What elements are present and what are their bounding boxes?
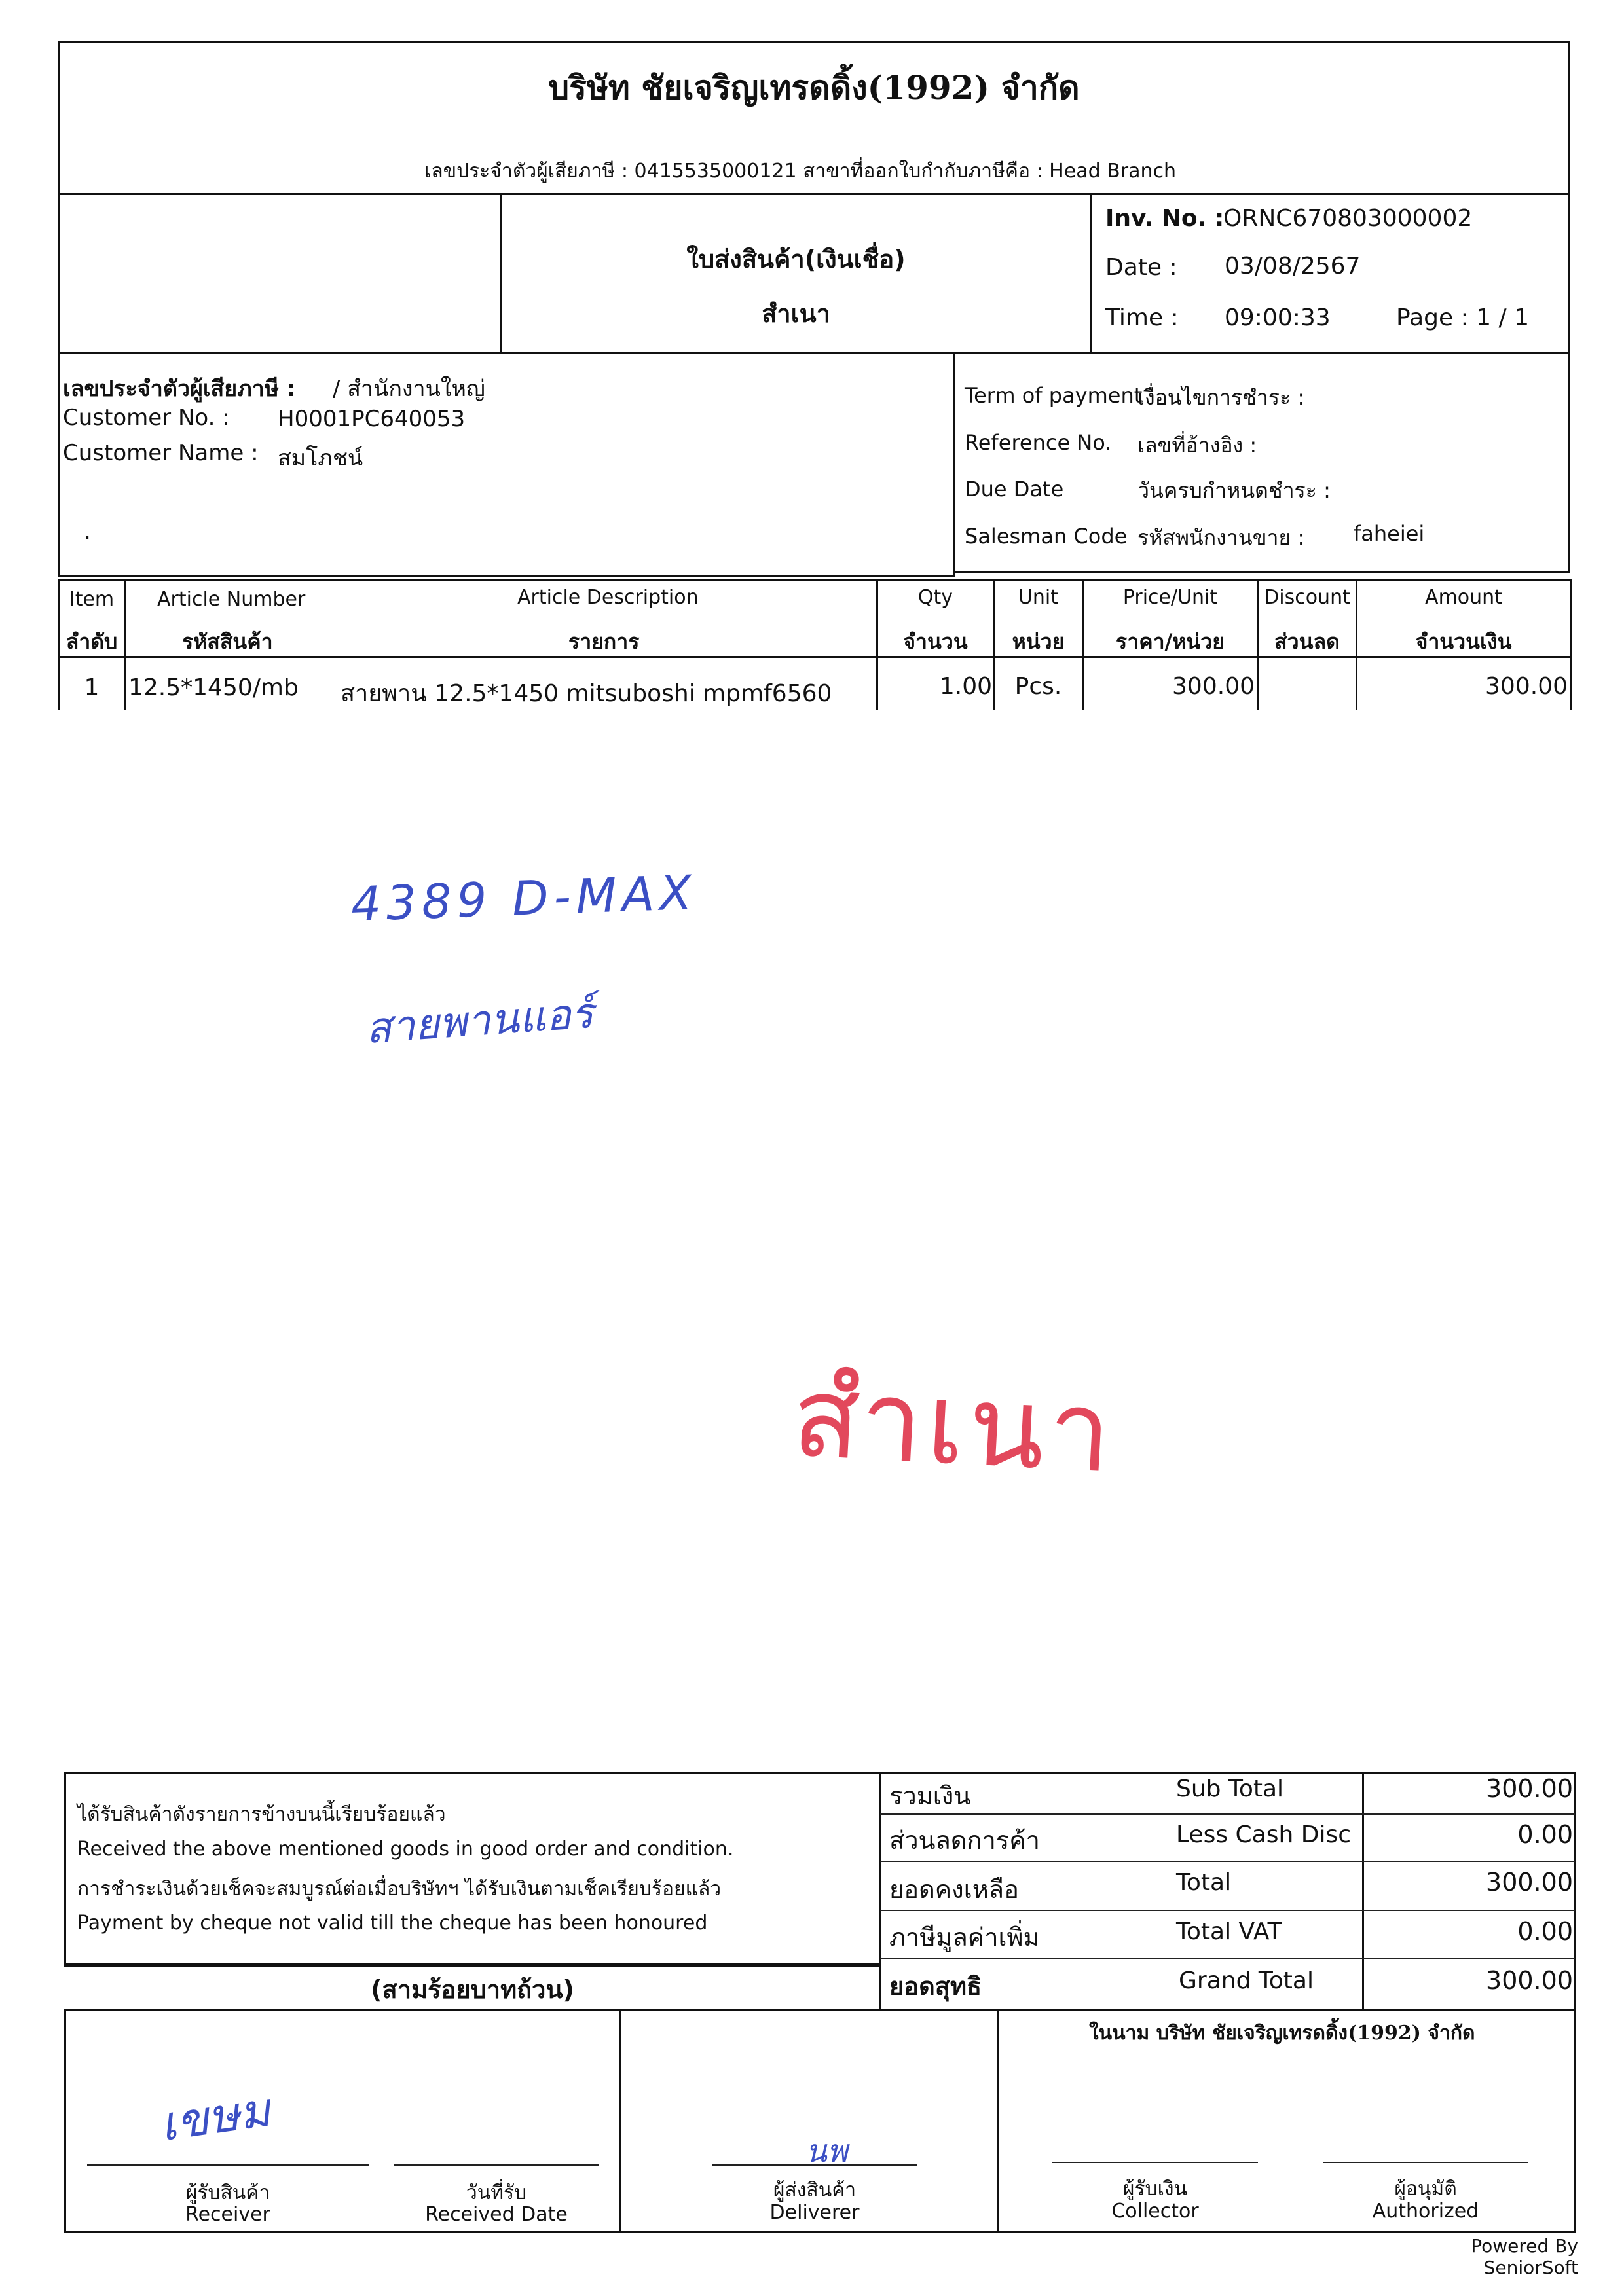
footer-note-cheque-en: Payment by cheque not valid till the cheque has been honoured bbox=[77, 1912, 708, 1935]
salesman-value: faheiei bbox=[1354, 521, 1425, 546]
salesman-thai: รหัสพนักงานขาย : bbox=[1137, 525, 1305, 550]
due-date-label: Due Date bbox=[965, 477, 1064, 501]
row-1-unit: Pcs. bbox=[1014, 673, 1062, 700]
col-header-desc-en: Article Description bbox=[517, 586, 699, 609]
received-date-label-th: วันที่รับ bbox=[466, 2181, 527, 2204]
customer-name-label: Customer Name : bbox=[63, 440, 259, 466]
col-header-price-th: ราคา/หน่วย bbox=[1116, 629, 1225, 654]
customer-dot: . bbox=[84, 519, 91, 545]
total-label-en: Total bbox=[1176, 1869, 1232, 1896]
receiver-label-th: ผู้รับสินค้า bbox=[185, 2181, 270, 2204]
powered-by: Powered By SeniorSoft bbox=[1471, 2235, 1578, 2278]
total-value: 300.00 bbox=[1486, 1868, 1573, 1897]
footer-note-received-th: ได้รับสินค้าดังรายการข้างบนนี้เรียบร้อยแล้ว bbox=[77, 1803, 446, 1826]
receiver-signature: เขษม bbox=[157, 2081, 274, 2152]
customer-no-value: H0001PC640053 bbox=[278, 406, 466, 432]
copy-stamp: สำเนา bbox=[789, 1352, 1118, 1499]
date-value: 03/08/2567 bbox=[1225, 253, 1361, 280]
deliverer-label-th: ผู้ส่งสินค้า bbox=[773, 2179, 857, 2202]
grand-total-label-th: ยอดสุทธิ bbox=[889, 1972, 982, 2001]
row-1-number: 12.5*1450/mb bbox=[128, 674, 299, 701]
col-header-amount-th: จำนวนเงิน bbox=[1415, 629, 1512, 654]
col-header-item-th: ลำดับ bbox=[65, 629, 118, 654]
handwritten-note-part: สายพานแอร์ bbox=[363, 989, 595, 1054]
receiver-label-en: Receiver bbox=[185, 2203, 270, 2226]
authorized-label-th: ผู้อนุมัติ bbox=[1394, 2178, 1457, 2200]
col-header-discount-en: Discount bbox=[1264, 586, 1350, 609]
col-header-number-th: รหัสสินค้า bbox=[182, 629, 273, 654]
row-1-qty: 1.00 bbox=[939, 673, 992, 700]
vat-value: 0.00 bbox=[1517, 1917, 1573, 1946]
time-value: 09:00:33 bbox=[1225, 304, 1331, 331]
col-header-discount-th: ส่วนลด bbox=[1274, 629, 1340, 654]
page-number: Page : 1 / 1 bbox=[1396, 304, 1529, 331]
collector-label-th: ผู้รับเงิน bbox=[1122, 2178, 1188, 2200]
cash-discount-value: 0.00 bbox=[1517, 1820, 1573, 1849]
col-header-item-en: Item bbox=[69, 588, 115, 611]
time-label: Time : bbox=[1105, 304, 1179, 331]
reference-thai: เลขที่อ้างอิง : bbox=[1137, 433, 1257, 458]
footer-note-received-en: Received the above mentioned goods in good order and condition. bbox=[77, 1838, 734, 1861]
deliverer-label-en: Deliverer bbox=[769, 2201, 860, 2224]
date-label: Date : bbox=[1105, 254, 1177, 281]
inv-no-label: Inv. No. : bbox=[1105, 205, 1225, 232]
row-1-price: 300.00 bbox=[1172, 673, 1255, 700]
customer-no-label: Customer No. : bbox=[63, 405, 230, 431]
company-name: บริษัท ชัยเจริญเทรดดิ้ง(1992) จำกัด bbox=[548, 68, 1080, 107]
col-header-price-en: Price/Unit bbox=[1122, 586, 1218, 609]
customer-name-value: สมโภชน์ bbox=[278, 445, 363, 471]
col-header-qty-en: Qty bbox=[917, 586, 953, 609]
col-header-amount-en: Amount bbox=[1425, 586, 1502, 609]
amount-in-words: (สามร้อยบาทถ้วน) bbox=[371, 1975, 574, 2004]
cash-discount-label-th: ส่วนลดการค้า bbox=[889, 1826, 1040, 1855]
footer-note-cheque-th: การชำระเงินด้วยเช็คจะสมบูรณ์ต่อเมื่อบริษัทฯ ได้รับเงินตามเช็คเรียบร้อยแล้ว bbox=[77, 1878, 722, 1901]
term-payment-label: Term of payment bbox=[965, 383, 1143, 408]
vat-label-th: ภาษีมูลค่าเพิ่ม bbox=[889, 1923, 1040, 1952]
vat-label-en: Total VAT bbox=[1176, 1918, 1282, 1945]
row-1-item: 1 bbox=[84, 674, 100, 701]
customer-tax-label: เลขประจำตัวผู้เสียภาษี : bbox=[63, 376, 296, 402]
col-header-unit-en: Unit bbox=[1018, 586, 1059, 609]
received-date-label-en: Received Date bbox=[425, 2203, 568, 2226]
authorized-label-en: Authorized bbox=[1372, 2200, 1479, 2223]
col-header-qty-th: จำนวน bbox=[903, 629, 968, 654]
row-1-amount: 300.00 bbox=[1485, 673, 1568, 700]
grand-total-label-en: Grand Total bbox=[1179, 1967, 1314, 1994]
inv-no-value: ORNC670803000002 bbox=[1223, 205, 1473, 232]
cash-discount-label-en: Less Cash Disc bbox=[1176, 1821, 1352, 1848]
col-header-unit-th: หน่วย bbox=[1012, 629, 1065, 654]
grand-total-value: 300.00 bbox=[1486, 1966, 1573, 1995]
company-tax-line: เลขประจำตัวผู้เสียภาษี : 0415535000121 สาขาที่ออกใบกำกับภาษีคือ : Head Branch bbox=[424, 160, 1176, 183]
salesman-label: Salesman Code bbox=[965, 524, 1128, 549]
deliverer-signature: นพ bbox=[805, 2133, 848, 2170]
due-date-thai: วันครบกำหนดชำระ : bbox=[1137, 478, 1331, 503]
collector-label-en: Collector bbox=[1111, 2200, 1199, 2223]
customer-tax-value: / สำนักงานใหญ่ bbox=[333, 376, 485, 402]
handwritten-note-vehicle: 4389 D-MAX bbox=[350, 864, 698, 932]
doc-title: ใบส่งสินค้า(เงินเชื่อ) bbox=[686, 245, 906, 274]
term-payment-thai: เงื่อนไขการชำระ : bbox=[1137, 385, 1305, 410]
subtotal-label-en: Sub Total bbox=[1176, 1776, 1284, 1802]
subtotal-label-th: รวมเงิน bbox=[889, 1781, 971, 1810]
total-label-th: ยอดคงเหลือ bbox=[889, 1875, 1019, 1904]
subtotal-value: 300.00 bbox=[1486, 1774, 1573, 1803]
on-behalf-company: ในนาม บริษัท ชัยเจริญเทรดดิ้ง(1992) จำกัด bbox=[1089, 2022, 1475, 2045]
row-1-desc: สายพาน 12.5*1450 mitsuboshi mpmf6560 bbox=[341, 680, 832, 707]
doc-copy-label: สำเนา bbox=[762, 299, 830, 328]
col-header-number-en: Article Number bbox=[157, 588, 306, 611]
reference-label: Reference No. bbox=[965, 430, 1112, 455]
col-header-desc-th: รายการ bbox=[568, 629, 640, 654]
